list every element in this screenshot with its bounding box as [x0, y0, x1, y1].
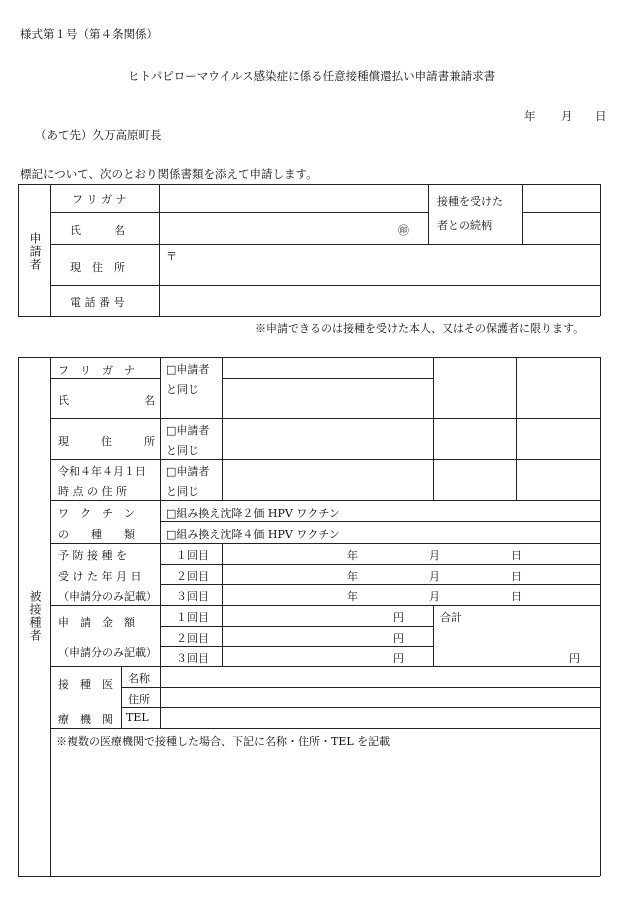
postal-mark: 〒	[166, 250, 177, 263]
same-as-applicant-checkbox-3[interactable]: □申請者	[166, 465, 210, 478]
clinic-name-label: 名称	[128, 672, 150, 685]
vaccine-label-2: の 種 類	[58, 528, 135, 541]
applicant-note: ※申請できるのは接種を受けた本人、又はその保護者に限ります。	[255, 322, 585, 335]
applicant-furigana-label: フ リ ガ ナ	[72, 193, 127, 206]
form-number: 様式第１号（第４条関係）	[20, 27, 158, 41]
seal-mark: ㊞	[398, 224, 409, 237]
vacc-year-1: 年	[347, 549, 358, 562]
amount-yen-3: 円	[393, 652, 404, 665]
recipient-name-label-1: 氏	[58, 394, 69, 407]
clinic-label-2: 療 機 関	[58, 713, 113, 726]
clinic-label-1: 接 種 医	[58, 678, 113, 691]
applicant-address-label: 現 住 所	[70, 261, 125, 274]
vaccine-option-bivalent[interactable]: □組み換え沈降２価 HPV ワクチン	[166, 507, 340, 520]
amount-dose-3: ３回目	[176, 652, 209, 665]
date-address-label-2: 時 点 の 住 所	[58, 485, 127, 498]
vacc-dose-1: １回目	[176, 549, 209, 562]
same-as-applicant-text-3: と同じ	[166, 485, 199, 498]
vacc-month-3: 月	[429, 590, 440, 603]
page-title: ヒトパピローマウイルス感染症に係る任意接種償還払い申請書兼請求書	[128, 69, 496, 83]
date-day-label: 日	[595, 109, 607, 123]
applicant-phone-label: 電 話 番 号	[70, 296, 125, 309]
recipient-section-label: 被接種者	[28, 590, 42, 642]
vacc-dose-3: ３回目	[176, 590, 209, 603]
relation-label-line2: 者との続柄	[437, 219, 492, 232]
vacc-month-2: 月	[429, 570, 440, 583]
relation-label-line1: 接種を受けた	[437, 195, 503, 208]
amount-dose-2: ２回目	[176, 632, 209, 645]
vacc-month-1: 月	[429, 549, 440, 562]
recipient-name-label-2: 名	[144, 394, 155, 407]
recipient-address-label-3: 所	[144, 435, 155, 448]
same-as-applicant-checkbox-1[interactable]: □申請者	[166, 363, 210, 376]
applicant-section-label: 申請者	[28, 232, 42, 271]
vacc-day-1: 日	[511, 549, 522, 562]
vaccine-option-quadrivalent[interactable]: □組み換え沈降４価 HPV ワクチン	[166, 528, 340, 541]
amount-yen-2: 円	[393, 632, 404, 645]
vacc-dose-2: ２回目	[176, 570, 209, 583]
vacc-year-3: 年	[347, 590, 358, 603]
recipient-address-label-2: 住	[101, 435, 112, 448]
vacc-date-label-1: 予 防 接 種 を	[58, 549, 127, 562]
vaccine-label-1: ワ ク チ ン	[58, 507, 135, 520]
date-address-label-1: 令和４年４月１日	[58, 465, 146, 478]
amount-label-1: 申 請 金 額	[58, 616, 135, 629]
date-year-label: 年	[524, 109, 536, 123]
vacc-day-2: 日	[511, 570, 522, 583]
applicant-name-label: 氏 名	[70, 224, 125, 237]
amount-label-2: （申請分のみ記載）	[58, 646, 157, 659]
recipient-address-label-1: 現	[58, 435, 69, 448]
intro-text: 標記について、次のとおり関係書類を添えて申請します。	[20, 167, 318, 181]
vacc-date-label-2: 受 け た 年 月 日	[58, 570, 142, 583]
amount-yen-1: 円	[393, 611, 404, 624]
recipient-furigana-label: フ リ ガ ナ	[58, 364, 135, 377]
total-label: 合計	[440, 611, 462, 624]
multi-clinic-note: ※複数の医療機関で接種した場合、下記に名称・住所・TEL を記載	[56, 735, 391, 748]
same-as-applicant-checkbox-2[interactable]: □申請者	[166, 424, 210, 437]
vacc-day-3: 日	[511, 590, 522, 603]
same-as-applicant-text-2: と同じ	[166, 444, 199, 457]
amount-dose-1: １回目	[176, 611, 209, 624]
date-month-label: 月	[561, 109, 573, 123]
addressee: （あて先）久万高原町長	[35, 128, 162, 142]
clinic-tel-label: TEL	[126, 711, 149, 724]
vacc-date-label-3: （申請分のみ記載）	[58, 590, 157, 603]
total-yen: 円	[569, 652, 580, 665]
same-as-applicant-text-1: と同じ	[166, 383, 199, 396]
vacc-year-2: 年	[347, 570, 358, 583]
clinic-address-label: 住所	[128, 693, 150, 706]
